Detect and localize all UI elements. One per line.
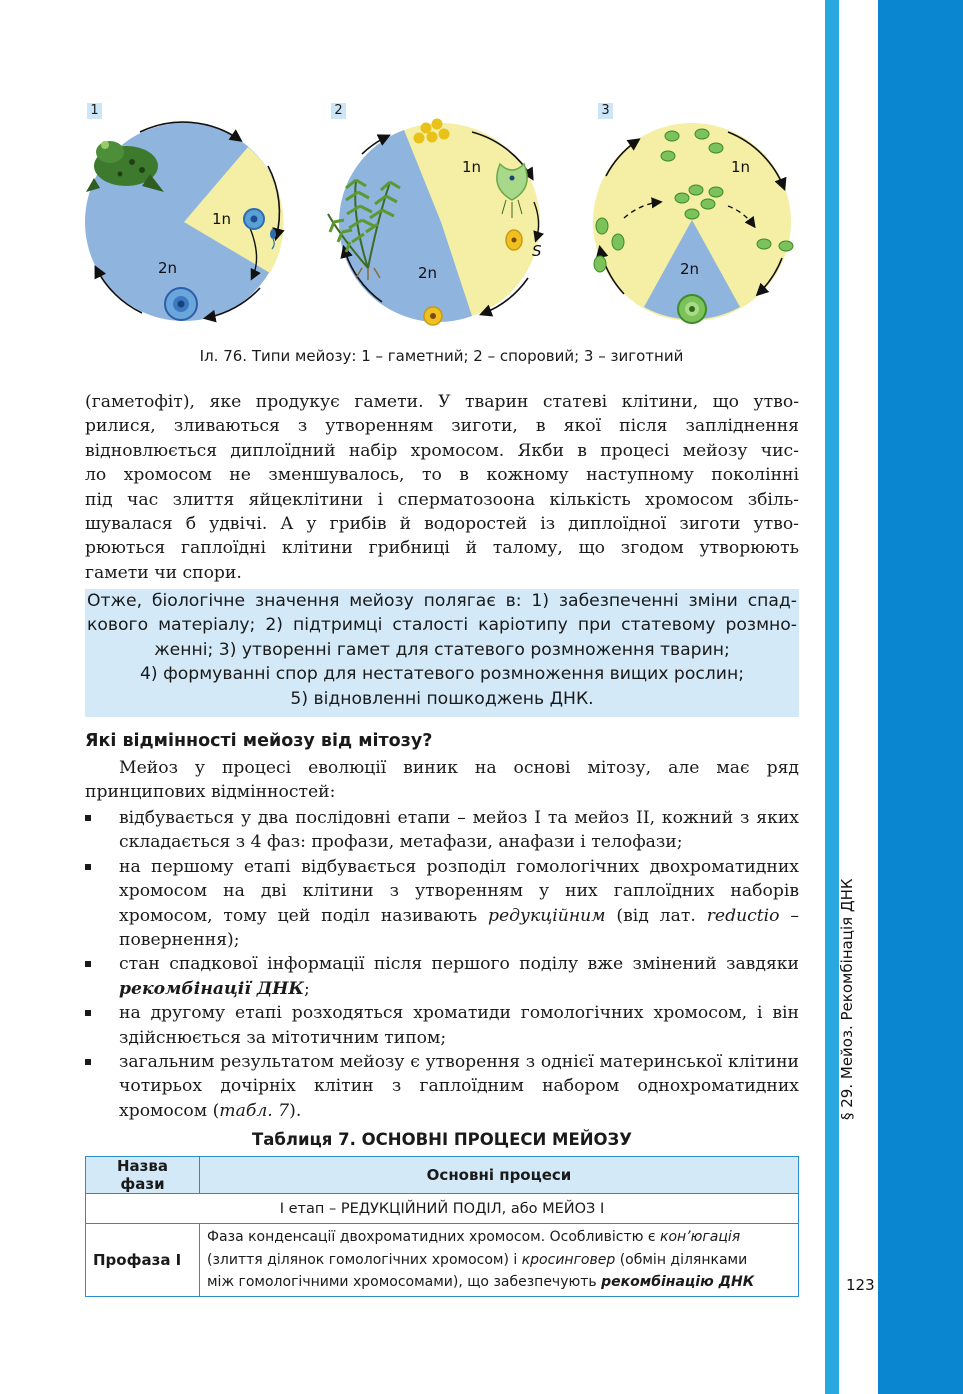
panel-1-number: 1 [87, 103, 102, 119]
spore-label: S [532, 242, 542, 260]
haploid-label: 1n [212, 210, 232, 228]
list-item: стан спадкової інформації після першого поділу вже змінений завдяки рекомбінації ДНК; [85, 952, 799, 1001]
figure-caption: Іл. 76. Типи мейозу: 1 – гаметний; 2 – споровий; 3 – зиготний [199, 347, 684, 365]
summary-box [85, 589, 799, 717]
table-title: Таблиця 7. ОСНОВНІ ПРОЦЕСИ МЕЙОЗУ [252, 1130, 632, 1149]
panel-1-diagram [80, 118, 290, 326]
list-item: відбувається у два послідовні етапи – мейоз I та мейоз II, кожний з яких складається з 4 фаз: профази, метафази, анафази і телофази; [85, 806, 799, 855]
process-description-cell: Фаза конденсації двохроматидних хромосом. Особливістю є кон’югація (злиття ділянок гомологічних хромосом) і кросинговер (обмін ділянками між гомологічними хромосомами), що забезпечують рекомбінацію ДНК [200, 1224, 799, 1297]
summary-line: 4) формуванні спор для нестатевого розмноження вищих рослин; [139, 664, 744, 685]
summary-line: 5) відновленні пошкоджень ДНК. [290, 688, 594, 709]
paragraph-line: гамети чи спори. [85, 562, 242, 583]
differences-list [85, 806, 799, 1123]
table-header-row [86, 1157, 799, 1194]
haploid-label: 1n [462, 158, 482, 176]
column-header-processes: Основні процеси [200, 1157, 799, 1194]
side-stripe-light [825, 0, 839, 1394]
section-intro: Мейоз у процесі еволюції виник на основі мітозу, але має ряд принципових відмінностей: [85, 758, 799, 803]
diploid-label: 2n [418, 264, 438, 282]
paragraph-line: ло хромосом не зменшувалось, то в кожному наступному поколінні [85, 465, 799, 486]
paragraph-line: під час злиття яйцеклітини і сперматозоона кількість хромосом збіль- [85, 489, 799, 510]
column-header-phase: Назва фази [86, 1157, 200, 1194]
paragraph-line: шувалася б удвічі. А у грибів й водоростей із диплоїдної зиготи утво- [85, 514, 799, 534]
panel-2-diagram [322, 118, 552, 326]
side-stripe-dark [878, 0, 963, 1394]
bullet-marker [85, 1010, 91, 1016]
paragraph-line: рюються гаплоїдні клітини грибниці й талому, що згодом утворюють [85, 538, 799, 559]
meiosis-table [85, 1156, 799, 1297]
zygote-icon [165, 288, 197, 320]
list-item: на другому етапі розходяться хроматиди гомологічних хромосом, і він здійснюється за мітотичним типом; [85, 1001, 799, 1050]
bullet-marker [85, 815, 91, 821]
panel-3-diagram [588, 118, 802, 326]
panel-2-number: 2 [331, 103, 346, 119]
bullet-marker [85, 961, 91, 967]
diploid-label: 2n [158, 259, 178, 277]
zygote-spore-icon [506, 230, 522, 250]
list-item: на першому етапі відбувається розподіл гомологічних двохроматидних хромосом на дві клітини з утворенням у них гаплоїдних наборів хромосом, тому цей поділ називають редукційним (від лат. reductio – повернення); [85, 855, 799, 953]
diploid-label: 2n [680, 260, 700, 278]
paragraph-line: (гаметофіт), яке продукує гамети. У тварин статеві клітини, що утво- [85, 392, 799, 412]
table-stage-row [86, 1194, 799, 1224]
bullet-marker [85, 864, 91, 870]
summary-line: женні; 3) утворенні гамет для статевого розмноження тварин; [154, 639, 730, 660]
list-item: загальним результатом мейозу є утворення з однієї материнської клітини чотирьох дочірніх клітин з гаплоїдним набором однохроматидних хромосом (табл. 7). [85, 1050, 799, 1123]
page-number: 123 [846, 1276, 875, 1294]
stage-cell: I етап – РЕДУКЦІЙНИЙ ПОДІЛ, або МЕЙОЗ I [86, 1194, 799, 1224]
section-heading: Які відмінності мейозу від мітозу? [85, 731, 433, 751]
seedling-icon [424, 307, 442, 325]
paragraph-line: відновлюється диплоїдний набір хромосом. Якби в процесі мейозу чис- [85, 440, 799, 461]
panel-3-number: 3 [598, 103, 613, 119]
summary-line: кового матеріалу; 2) підтримці сталості каріотипу при статевому розмно- [87, 615, 797, 636]
bullet-marker [85, 1059, 91, 1065]
haploid-label: 1n [731, 158, 751, 176]
phase-name-cell: Профаза I [86, 1224, 200, 1297]
table-row [86, 1224, 799, 1297]
summary-line: Отже, біологічне значення мейозу полягає в: 1) забезпеченні зміни спад- [87, 591, 797, 611]
paragraph-line: рилися, зливаються з утворенням зиготи, в якої після запліднення [85, 416, 799, 437]
egg-cell-icon [244, 209, 264, 229]
zygote-icon [678, 295, 706, 323]
